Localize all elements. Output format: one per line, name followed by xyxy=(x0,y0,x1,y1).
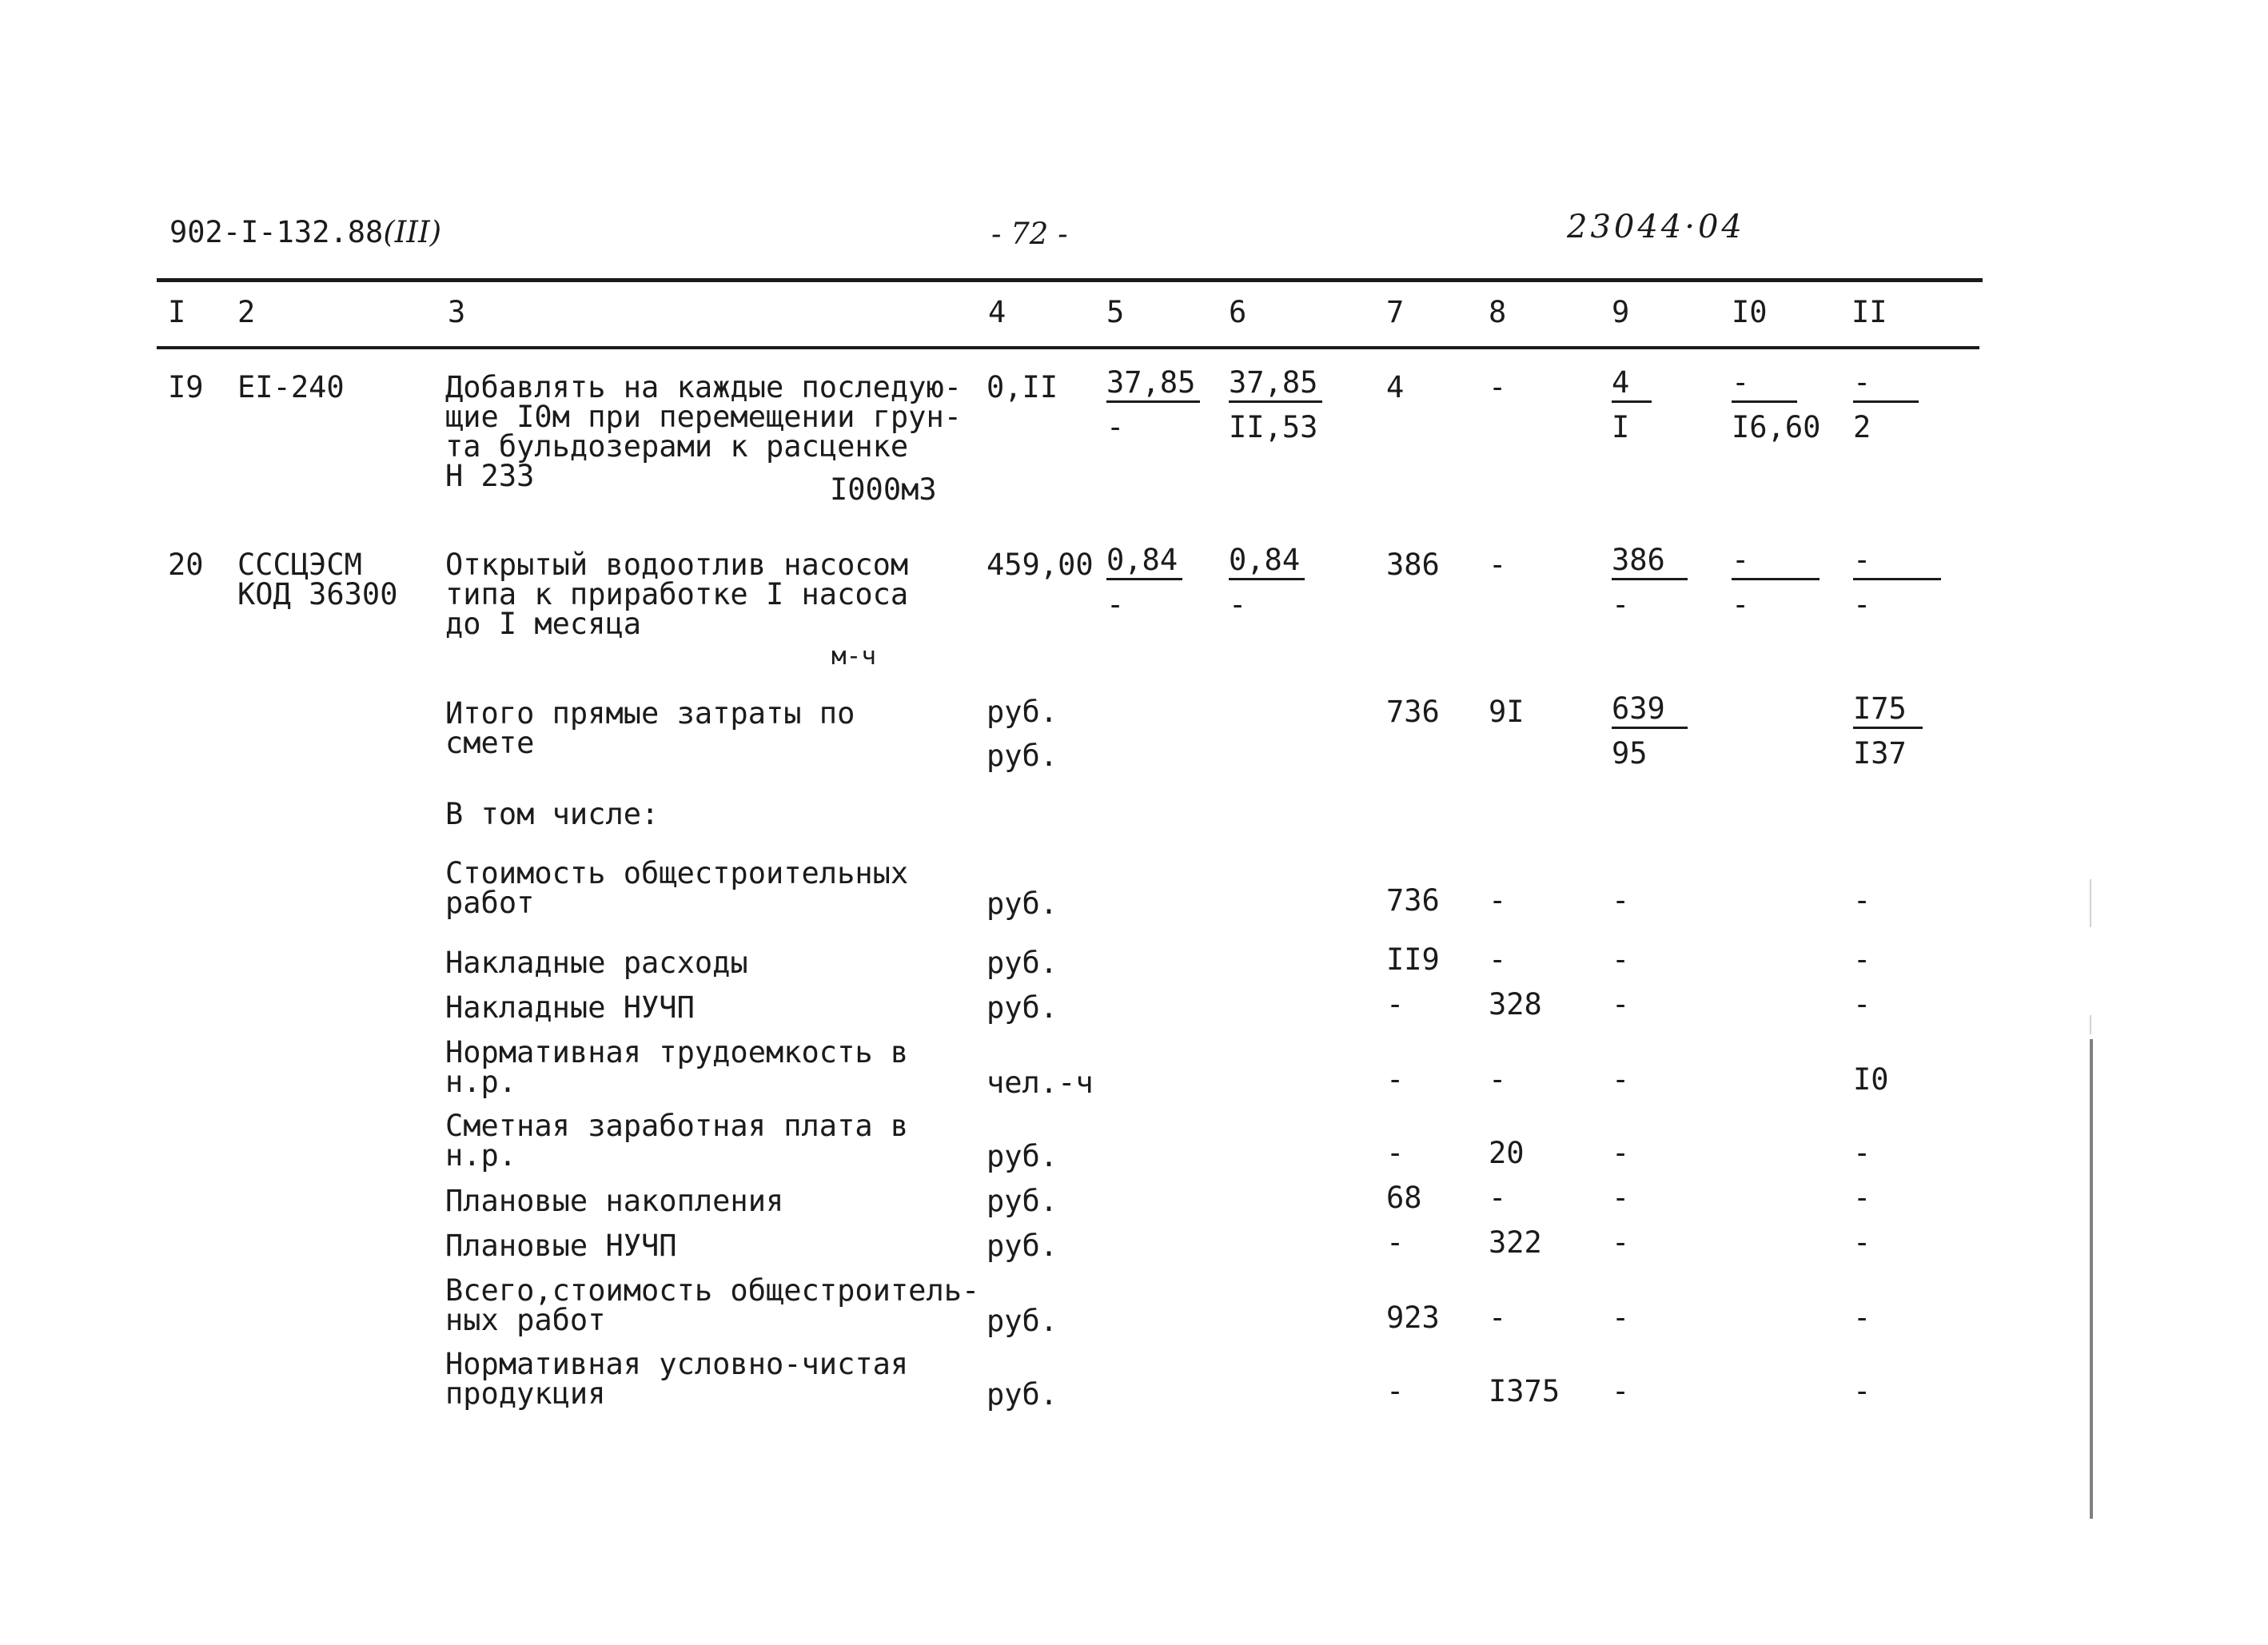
column-header-7: 7 xyxy=(1386,295,1405,329)
cost-col6: $\frac{37,85}{II,53}$ xyxy=(1229,368,1322,442)
measure-unit: м-ч xyxy=(831,642,876,671)
item-description: Сметная заработная плата в н.р. xyxy=(445,1109,909,1173)
item-col11: - xyxy=(1853,1374,1871,1408)
item-description: Всего,стоимость общестроитель- ных работ xyxy=(445,1273,980,1337)
item-col7: 923 xyxy=(1386,1300,1440,1335)
table-header-rule xyxy=(157,346,1979,349)
column-header-3: 3 xyxy=(448,295,466,329)
item-col7: - xyxy=(1386,1136,1405,1170)
item-col9: - xyxy=(1612,1062,1630,1097)
cost-col5: 37,85 - xyxy=(1106,368,1200,442)
item-unit: руб. xyxy=(987,946,1058,980)
cost-col10: - I6,60 xyxy=(1732,365,1821,444)
scan-edge-line xyxy=(2090,1039,2093,1519)
quantity: 0,II xyxy=(987,370,1058,404)
item-col9: - xyxy=(1612,987,1630,1022)
page-number: - 72 - xyxy=(991,217,1068,251)
row-number: 20 xyxy=(168,548,204,582)
item-description: Нормативная трудоемкость в н.р. xyxy=(445,1035,909,1099)
archive-number: 23044·04 xyxy=(1567,209,1745,245)
item-unit: руб. xyxy=(987,1377,1058,1412)
work-description: Открытый водоотлив насосом типа к приработке I насоса до I месяца xyxy=(445,548,909,641)
item-col8: - xyxy=(1489,942,1507,977)
cost-col8: - xyxy=(1489,548,1507,582)
item-col11: - xyxy=(1853,1300,1871,1335)
cost-col9: $\frac{4}{I}$ xyxy=(1612,368,1652,442)
item-col8: 20 xyxy=(1489,1136,1525,1170)
item-unit: руб. xyxy=(987,1139,1058,1173)
column-header-4: 4 xyxy=(988,295,1006,329)
column-header-2: 2 xyxy=(237,295,256,329)
measure-unit: I000м3 xyxy=(830,472,937,507)
column-header-5: 5 xyxy=(1106,295,1125,329)
item-col7: 68 xyxy=(1386,1181,1422,1215)
item-description: Плановые НУЧП xyxy=(445,1229,677,1263)
cost-col5: 0,84 - xyxy=(1106,545,1182,619)
item-col8: - xyxy=(1489,1062,1507,1097)
column-header-8: 8 xyxy=(1489,295,1507,329)
column-header-1: I xyxy=(168,295,186,329)
cost-col11: - 2 xyxy=(1853,368,1919,442)
item-description: Стоимость общестроительных работ xyxy=(445,856,909,920)
item-col11: - xyxy=(1853,1136,1871,1170)
cost-col7: 386 xyxy=(1386,548,1440,582)
cost-col10: - - xyxy=(1732,545,1820,619)
item-col9: - xyxy=(1612,1225,1630,1260)
item-col8: 328 xyxy=(1489,987,1542,1022)
item-col8: - xyxy=(1489,883,1507,918)
item-col11: - xyxy=(1853,883,1871,918)
item-col9: - xyxy=(1612,1136,1630,1170)
cost-col7: 4 xyxy=(1386,370,1405,404)
rate-code: EI-240 xyxy=(237,370,345,404)
including-label: В том числе: xyxy=(445,797,660,831)
quantity: 459,00 xyxy=(987,548,1094,582)
cost-col6: 0,84 - xyxy=(1229,545,1305,619)
item-col8: 322 xyxy=(1489,1225,1542,1260)
total-description: Итого прямые затраты по смете xyxy=(445,696,855,760)
total-units: руб. руб. xyxy=(987,695,1058,773)
item-description: Накладные НУЧП xyxy=(445,990,695,1025)
item-col9: - xyxy=(1612,883,1630,918)
total-col9: $\frac{639}{95}$ xyxy=(1612,694,1688,768)
item-description: Накладные расходы xyxy=(445,946,748,980)
column-header-11: II xyxy=(1851,295,1887,329)
item-col11: I0 xyxy=(1853,1062,1889,1097)
document-code xyxy=(169,217,441,247)
column-header-6: 6 xyxy=(1229,295,1247,329)
item-col8: I375 xyxy=(1489,1374,1560,1408)
cost-col11: - - xyxy=(1853,545,1941,619)
rate-code: СССЦЭСМ КОД 36300 xyxy=(237,548,398,611)
item-unit: руб. xyxy=(987,1304,1058,1338)
cost-col8: - xyxy=(1489,370,1507,404)
item-col11: - xyxy=(1853,1225,1871,1260)
scan-edge-line xyxy=(2090,1015,2091,1034)
item-col7: - xyxy=(1386,1062,1405,1097)
column-header-10: I0 xyxy=(1732,295,1768,329)
item-col8: - xyxy=(1489,1181,1507,1215)
item-col9: - xyxy=(1612,1181,1630,1215)
item-description: Плановые накопления xyxy=(445,1184,784,1218)
item-unit: руб. xyxy=(987,1184,1058,1218)
column-header-9: 9 xyxy=(1612,295,1630,329)
item-col8: - xyxy=(1489,1300,1507,1335)
item-col7: - xyxy=(1386,1225,1405,1260)
total-col11: $\frac{I75}{I37}$ xyxy=(1853,694,1923,768)
document-part: (III) xyxy=(383,215,442,249)
item-unit: руб. xyxy=(987,990,1058,1025)
item-unit: руб. xyxy=(987,886,1058,921)
item-col7: 736 xyxy=(1386,883,1440,918)
item-description: Нормативная условно-чистая продукция xyxy=(445,1347,909,1411)
work-description: Добавлять на каждые последую- щие I0м при перемещении грун- та бульдозерами к расценке Н 233 xyxy=(445,370,963,493)
table-top-rule xyxy=(157,278,1983,282)
item-unit: руб. xyxy=(987,1229,1058,1263)
item-col11: - xyxy=(1853,1181,1871,1215)
document-code-number: 902-I-132.88 xyxy=(169,215,384,249)
item-col9: - xyxy=(1612,942,1630,977)
row-number: I9 xyxy=(168,370,204,404)
item-unit: чел.-ч xyxy=(987,1065,1094,1100)
total-col7: 736 xyxy=(1386,695,1440,729)
item-col11: - xyxy=(1853,987,1871,1022)
item-col9: - xyxy=(1612,1374,1630,1408)
total-col8: 9I xyxy=(1489,695,1525,729)
cost-col9: 386 - xyxy=(1612,545,1688,619)
scan-edge-line xyxy=(2090,879,2091,927)
item-col7: - xyxy=(1386,1374,1405,1408)
item-col7: - xyxy=(1386,987,1405,1022)
item-col9: - xyxy=(1612,1300,1630,1335)
item-col7: II9 xyxy=(1386,942,1440,977)
item-col11: - xyxy=(1853,942,1871,977)
